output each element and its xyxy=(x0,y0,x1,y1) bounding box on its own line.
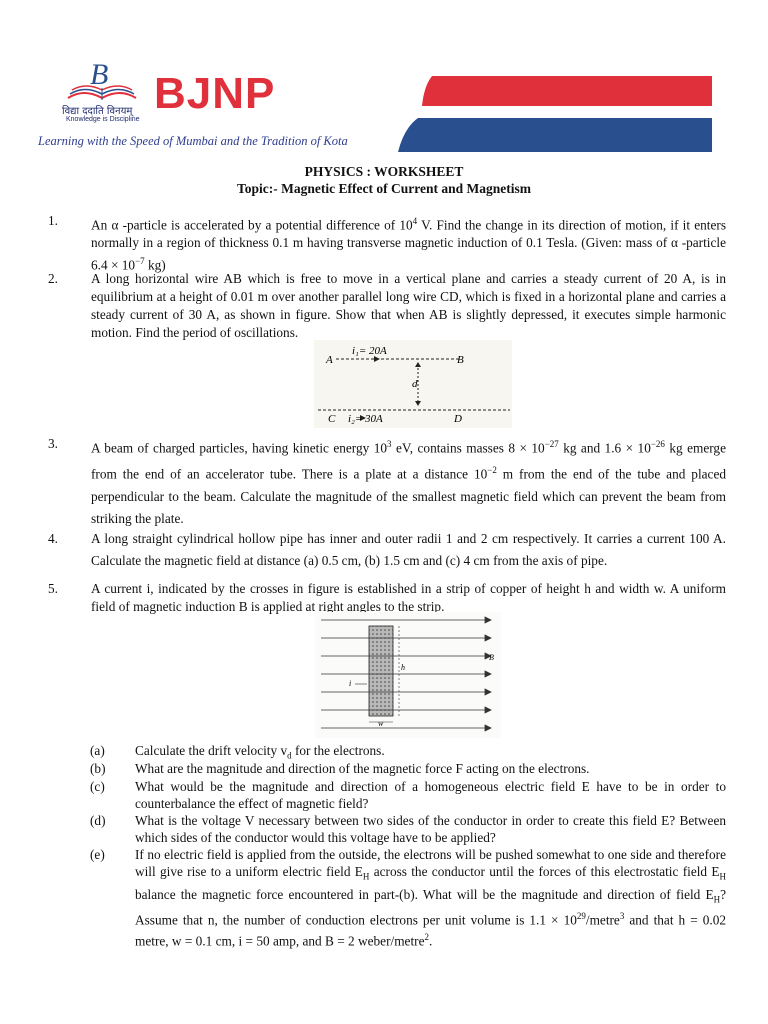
subpart-text: What would be the magnitude and direction of a homogeneous electric field E have to be in order to counterbalance the effect of magnetic field? xyxy=(135,779,726,811)
alpha-symbol: α xyxy=(111,217,119,233)
text-fragment: kg) xyxy=(144,257,166,273)
hindi-motto: विद्या ददाति विनयम् xyxy=(62,106,133,117)
question-text: A long straight cylindrical hollow pipe has inner and outer radii 1 and 2 cm respectively. It carries a current 100 A. Calculate the magnetic field at distance (a) 0.5 cm, (b) 1.5 cm and (c) 4 cm from the axis of pipe. xyxy=(91,531,726,568)
school-logo xyxy=(62,58,312,138)
question-text: A long horizontal wire AB which is free to move in a vertical plane and carries a steady current of 20 A, is in equilibrium at a height of 0.01 m over another parallel long wire CD, which is fixed in a horizontal plane and carries a steady current of 30 A, as shown in figure. Show that when AB is slightly depressed, it executes simple harmonic motion. Find the period of oscillations. xyxy=(91,271,726,340)
question-number: 1. xyxy=(48,213,58,228)
exponent: −27 xyxy=(544,439,559,449)
text-fragment: An xyxy=(91,217,112,233)
tagline-part1: Learning with the Speed of Mumbai xyxy=(38,134,221,148)
copper-strip-figure xyxy=(315,612,501,738)
label-h: h xyxy=(401,663,405,672)
text-fragment: Calculate the drift velocity v xyxy=(135,743,288,758)
label-b: B xyxy=(457,354,464,366)
question-number: 4. xyxy=(48,531,58,546)
text-fragment: eV, contains masses 8 × 10 xyxy=(391,440,545,456)
label-b-field: B xyxy=(489,653,494,662)
subscript: H xyxy=(719,871,727,882)
label-i: i xyxy=(349,679,352,688)
english-motto: Knowledge is Discipline xyxy=(66,116,140,123)
text-fragment: for the electrons. xyxy=(291,743,385,758)
text-fragment: If no electric field is applied from the outside, the electrons will be pushed somewhat to one side and therefore will give rise to a uniform electric field E xyxy=(135,847,726,879)
label-i2: i₂= 30A xyxy=(348,413,383,425)
label-w: w xyxy=(378,719,384,728)
exponent: −26 xyxy=(650,439,665,449)
worksheet-title: PHYSICS : WORKSHEET xyxy=(304,164,464,179)
exponent: 2 xyxy=(424,931,429,942)
worksheet-topic: Topic:- Magnetic Effect of Current and Magnetism xyxy=(237,181,531,196)
question-number: 2. xyxy=(48,271,58,286)
exponent: 3 xyxy=(619,911,625,922)
label-a: A xyxy=(326,354,333,366)
parallel-wires-figure xyxy=(314,340,512,428)
subpart-text xyxy=(135,846,726,949)
header-stripes xyxy=(392,72,712,152)
subpart-label: (c) xyxy=(90,779,105,794)
exponent: 3 xyxy=(387,439,392,449)
text-fragment: -particle is accelerated by a potential difference of 10 xyxy=(118,217,413,233)
exponent: 4 xyxy=(412,216,418,226)
label-d: d xyxy=(412,378,418,390)
tagline-part2: and the Tradition of Kota xyxy=(220,134,348,148)
exponent: 29 xyxy=(576,911,586,922)
text-fragment: V. Find the change in its direction of motion, if it enters normally in a region of thickness 0.1 m having transverse magnetic induction of 0.1 Tesla. (Given: mass of xyxy=(91,217,726,251)
question-number: 3. xyxy=(48,436,58,451)
subpart-text: What is the voltage V necessary between two sides of the conductor in order to create this field E? Between which sides of the conductor would this voltage have to be applied? xyxy=(135,813,726,845)
alpha-symbol: α xyxy=(670,235,678,251)
text-fragment: -particle 6.4 × 10 xyxy=(91,235,726,273)
subpart-label: (d) xyxy=(90,813,106,828)
text-fragment: m from the end of the tube and placed perpendicular to the beam. Calculate the magnitude of the smallest magnetic field which can prevent the beam from striking the plate. xyxy=(91,466,726,526)
text-fragment: balance the magnetic force encountered in part-(b). What will be the magnitude and direction of field E xyxy=(135,886,714,902)
svg-text:B: B xyxy=(90,58,109,91)
question-text xyxy=(91,433,726,530)
question-text xyxy=(91,212,726,275)
open-book-icon xyxy=(62,58,142,104)
subpart-text: What are the magnitude and direction of the magnetic force F acting on the electrons. xyxy=(135,761,590,776)
subpart-label: (a) xyxy=(90,743,105,758)
text-fragment: /metre xyxy=(585,912,620,928)
label-c: C xyxy=(328,413,336,425)
brand-name: BJNP xyxy=(154,69,276,118)
text-fragment: ? Assume that n, the number of conduction electrons per unit volume is 1.1 × 10 xyxy=(135,886,726,928)
subscript: H xyxy=(713,894,721,905)
label-d-end: D xyxy=(454,413,462,425)
tagline xyxy=(38,134,348,149)
subpart-label: (b) xyxy=(90,761,106,776)
subscript: d xyxy=(287,750,292,761)
label-i1: i₁= 20A xyxy=(352,345,387,357)
exponent: −7 xyxy=(135,256,145,267)
exponent: −2 xyxy=(487,465,497,476)
text-fragment: . xyxy=(428,933,433,949)
text-fragment: and that h = 0.02 metre, w = 0.1 cm, i = 50 amp, and B = 2 weber/metre xyxy=(135,912,726,949)
text-fragment: across the conductor until the forces of this electrostatic field E xyxy=(369,864,720,879)
text-fragment: A beam of charged particles, having kinetic energy 10 xyxy=(91,440,388,456)
text-fragment: kg and 1.6 × 10 xyxy=(558,440,651,456)
text-fragment: kg emerge from the end of an accelerator tube. There is a plate at a distance 10 xyxy=(91,440,726,482)
question-text: A current i, indicated by the crosses in figure is established in a strip of copper of height h and width w. A uniform field of magnetic induction B is applied at right angles to the strip. xyxy=(91,581,726,614)
subpart-label: (e) xyxy=(90,847,105,862)
subscript: H xyxy=(362,871,370,882)
question-number: 5. xyxy=(48,581,58,596)
